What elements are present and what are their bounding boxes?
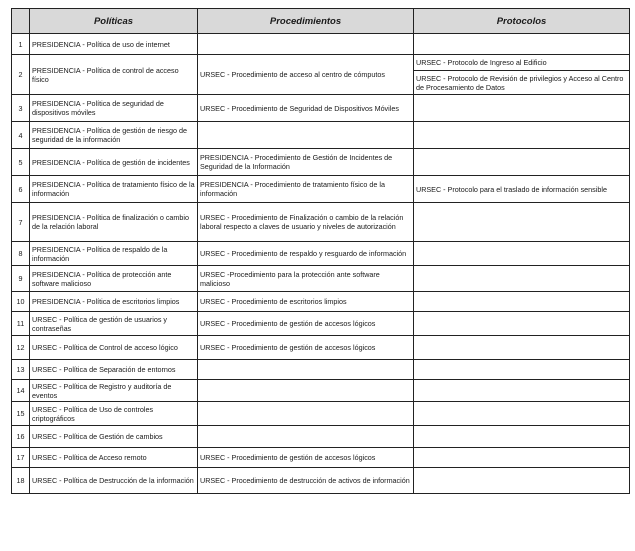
politica-cell: PRESIDENCIA - Política de escritorios limpios bbox=[30, 292, 198, 312]
protocolo-cell bbox=[414, 468, 630, 494]
table-row bbox=[12, 448, 630, 468]
table-row bbox=[12, 402, 630, 426]
table-row bbox=[12, 312, 630, 336]
table-row bbox=[12, 292, 630, 312]
protocolo-cell bbox=[414, 242, 630, 266]
procedimiento-cell: URSEC - Procedimiento de acceso al centro de cómputos bbox=[198, 55, 414, 95]
row-number: 5 bbox=[12, 149, 30, 176]
politica-cell: PRESIDENCIA - Política de finalización o cambio de la relación laboral bbox=[30, 203, 198, 242]
politica-cell: PRESIDENCIA - Política de uso de internet bbox=[30, 34, 198, 55]
protocolo-cell bbox=[414, 380, 630, 402]
table-row bbox=[12, 95, 630, 122]
politica-cell: PRESIDENCIA - Política de seguridad de dispositivos móviles bbox=[30, 95, 198, 122]
table-row bbox=[12, 266, 630, 292]
politica-cell: PRESIDENCIA - Política de respaldo de la información bbox=[30, 242, 198, 266]
procedimiento-cell bbox=[198, 34, 414, 55]
protocolo-cell bbox=[414, 122, 630, 149]
row-number: 10 bbox=[12, 292, 30, 312]
procedimiento-cell: URSEC - Procedimiento de escritorios limpios bbox=[198, 292, 414, 312]
politica-cell: URSEC - Política de Separación de entornos bbox=[30, 360, 198, 380]
table-row bbox=[12, 360, 630, 380]
procedimiento-cell bbox=[198, 426, 414, 448]
row-number: 11 bbox=[12, 312, 30, 336]
politica-cell: URSEC - Política de Registro y auditoría de eventos bbox=[30, 380, 198, 402]
procedimiento-cell: URSEC - Procedimiento de destrucción de activos de información bbox=[198, 468, 414, 494]
table-row bbox=[12, 122, 630, 149]
protocolo-cell bbox=[414, 360, 630, 380]
politica-cell: URSEC - Política de gestión de usuarios y contraseñas bbox=[30, 312, 198, 336]
procedimiento-cell: PRESIDENCIA - Procedimiento de Gestión de Incidentes de Seguridad de la Información bbox=[198, 149, 414, 176]
header-politicas: Políticas bbox=[30, 9, 198, 34]
row-number: 17 bbox=[12, 448, 30, 468]
row-number: 6 bbox=[12, 176, 30, 203]
table-row bbox=[12, 468, 630, 494]
row-number: 2 bbox=[12, 55, 30, 95]
row-number: 12 bbox=[12, 336, 30, 360]
protocolo-entry: URSEC - Protocolo de Revisión de privilegios y Acceso al Centro de Procesamiento de Datos bbox=[416, 74, 624, 92]
politica-cell: URSEC - Política de Acceso remoto bbox=[30, 448, 198, 468]
table-row bbox=[12, 149, 630, 176]
politica-cell: PRESIDENCIA - Política de gestión de riesgo de seguridad de la información bbox=[30, 122, 198, 149]
protocolo-cell bbox=[414, 448, 630, 468]
procedimiento-cell: URSEC -Procedimiento para la protección ante software malicioso bbox=[198, 266, 414, 292]
protocolo-cell bbox=[414, 336, 630, 360]
protocolo-cell bbox=[414, 312, 630, 336]
table-row bbox=[12, 426, 630, 448]
header-row bbox=[12, 9, 630, 34]
row-number: 14 bbox=[12, 380, 30, 402]
procedimiento-cell: URSEC - Procedimiento de gestión de accesos lógicos bbox=[198, 336, 414, 360]
row-number: 8 bbox=[12, 242, 30, 266]
table-row bbox=[12, 203, 630, 242]
row-number: 7 bbox=[12, 203, 30, 242]
protocolo-cell bbox=[414, 266, 630, 292]
procedimiento-cell: URSEC - Procedimiento de respaldo y resguardo de información bbox=[198, 242, 414, 266]
politica-cell: URSEC - Política de Gestión de cambios bbox=[30, 426, 198, 448]
politica-cell: PRESIDENCIA - Política de protección ante software malicioso bbox=[30, 266, 198, 292]
row-number: 3 bbox=[12, 95, 30, 122]
protocolo-cell: URSEC - Protocolo para el traslado de información sensible bbox=[414, 176, 630, 203]
procedimiento-cell: PRESIDENCIA - Procedimiento de tratamiento físico de la información bbox=[198, 176, 414, 203]
protocolo-cell bbox=[414, 149, 630, 176]
procedimiento-cell bbox=[198, 122, 414, 149]
row-number: 18 bbox=[12, 468, 30, 494]
politica-cell: URSEC - Política de Destrucción de la información bbox=[30, 468, 198, 494]
politica-cell: PRESIDENCIA - Política de tratamiento físico de la información bbox=[30, 176, 198, 203]
procedimiento-cell bbox=[198, 380, 414, 402]
protocolo-cell bbox=[414, 95, 630, 122]
row-number: 16 bbox=[12, 426, 30, 448]
row-number: 13 bbox=[12, 360, 30, 380]
protocolo-cell bbox=[414, 426, 630, 448]
protocolo-entry: URSEC - Protocolo de Ingreso al Edificio bbox=[414, 55, 629, 71]
header-procedimientos: Procedimientos bbox=[198, 9, 414, 34]
policies-table bbox=[11, 8, 630, 494]
table-row bbox=[12, 380, 630, 402]
procedimiento-cell: URSEC - Procedimiento de gestión de accesos lógicos bbox=[198, 312, 414, 336]
table-row bbox=[12, 55, 630, 95]
row-number: 1 bbox=[12, 34, 30, 55]
row-number: 15 bbox=[12, 402, 30, 426]
protocolo-cell bbox=[414, 203, 630, 242]
table-row bbox=[12, 336, 630, 360]
protocolo-cell bbox=[414, 292, 630, 312]
header-number bbox=[12, 9, 30, 34]
table-row bbox=[12, 242, 630, 266]
table-row bbox=[12, 34, 630, 55]
procedimiento-cell bbox=[198, 402, 414, 426]
table-row bbox=[12, 176, 630, 203]
politica-cell: URSEC - Política de Uso de controles criptográficos bbox=[30, 402, 198, 426]
politica-cell: PRESIDENCIA - Política de gestión de incidentes bbox=[30, 149, 198, 176]
politica-cell: URSEC - Política de Control de acceso lógico bbox=[30, 336, 198, 360]
procedimiento-cell: URSEC - Procedimiento de gestión de accesos lógicos bbox=[198, 448, 414, 468]
row-number: 4 bbox=[12, 122, 30, 149]
procedimiento-cell: URSEC - Procedimiento de Seguridad de Dispositivos Móviles bbox=[198, 95, 414, 122]
protocolo-cell bbox=[414, 34, 630, 55]
politica-cell: PRESIDENCIA - Política de control de acceso físico bbox=[30, 55, 198, 95]
row-number: 9 bbox=[12, 266, 30, 292]
procedimiento-cell bbox=[198, 360, 414, 380]
procedimiento-cell: URSEC - Procedimiento de Finalización o cambio de la relación laboral respecto a claves de usuario y niveles de autorización bbox=[198, 203, 414, 242]
protocolo-cell bbox=[414, 55, 630, 95]
protocolo-cell bbox=[414, 402, 630, 426]
header-protocolos: Protocolos bbox=[414, 9, 630, 34]
